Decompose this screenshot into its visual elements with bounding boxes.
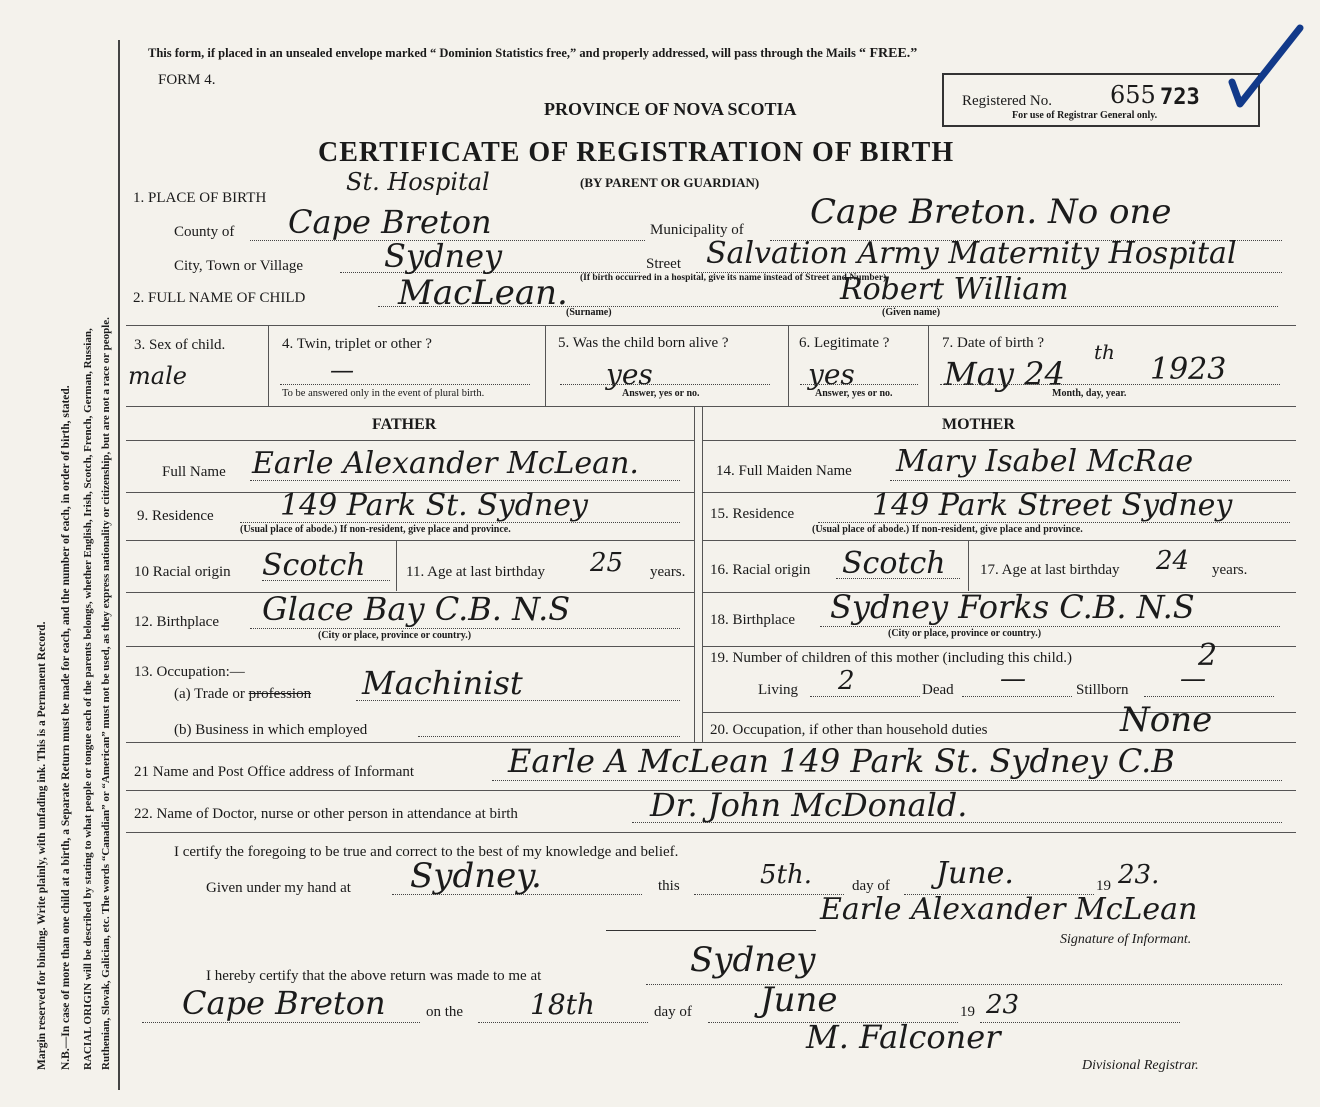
rule [126, 832, 1296, 833]
registered-number-b: 723 [1160, 85, 1200, 110]
given-at-value: Sydney. [410, 856, 542, 896]
born-alive-line [560, 384, 770, 385]
checkmark-icon [1226, 22, 1306, 108]
made-year-value: 23 [986, 990, 1020, 1020]
rule [126, 646, 694, 647]
born-alive-value: yes [606, 358, 653, 391]
mother-birthplace-line [820, 626, 1280, 627]
rule [703, 440, 1296, 441]
on-the-label: on the [426, 1004, 464, 1020]
business-label: (b) Business in which employed [174, 722, 368, 738]
given-name-note: (Given name) [882, 307, 941, 318]
living-line [810, 696, 920, 697]
dob-note: Month, day, year. [1052, 388, 1127, 399]
father-birthplace-label: 12. Birthplace [134, 614, 219, 630]
street-value: Salvation Army Maternity Hospital [706, 236, 1237, 271]
father-birthplace-note: (City or place, province or country.) [318, 630, 472, 641]
dob-value: May 24 [944, 355, 1065, 393]
rule [694, 407, 695, 742]
day-of-label-2: day of [654, 1004, 692, 1020]
living-label: Living [758, 682, 798, 698]
father-residence-label: 9. Residence [137, 508, 214, 524]
margin-note-binding: Margin reserved for binding. Write plainly, with unfading ink. This is a Permanent Record. [36, 621, 48, 1070]
trade-value: Machinist [362, 664, 523, 702]
mother-name-value: Mary Isabel McRae [896, 444, 1194, 479]
dob-year: 1923 [1150, 352, 1227, 387]
margin-note-racial: RACIAL ORIGIN will be described by stating to what people or tongue each of the parents belongs, whether English, Irish, Scotch, French, German, Russian, [82, 328, 94, 1070]
father-age-value: 25 [590, 548, 624, 578]
given-day-value: 5th. [760, 860, 812, 890]
informant-line [492, 780, 1282, 781]
father-racial-label: 10 Racial origin [134, 564, 231, 580]
county-label: County of [174, 224, 235, 240]
given-under-label: Given under my hand at [206, 880, 351, 896]
city-label: City, Town or Village [174, 258, 304, 274]
rule [928, 326, 929, 406]
mother-name-line [890, 480, 1290, 481]
child-given-value: Robert William [840, 272, 1069, 307]
mother-residence-value: 149 Park Street Sydney [872, 488, 1233, 523]
twin-line [280, 384, 530, 385]
mother-birthplace-note: (City or place, province or country.) [888, 628, 1042, 639]
father-birthplace-value: Glace Bay C.B. N.S [262, 590, 571, 628]
mother-heading: MOTHER [942, 416, 1015, 433]
registrar-signature: M. Falconer [806, 1018, 1001, 1056]
child-surname-value: MacLean. [398, 273, 568, 313]
born-alive-note: Answer, yes or no. [622, 388, 700, 399]
surname-note: (Surname) [566, 307, 612, 318]
twin-value: — [330, 356, 354, 384]
dob-label: 7. Date of birth ? [942, 335, 1045, 351]
registered-label: Registered No. [962, 93, 1052, 109]
mother-racial-label: 16. Racial origin [710, 562, 811, 578]
county-value: Cape Breton [288, 203, 492, 241]
father-age-label: 11. Age at last birthday [406, 564, 545, 580]
father-birthplace-line [250, 628, 680, 629]
sex-value: male [128, 362, 187, 390]
doctor-value: Dr. John McDonald. [650, 786, 968, 824]
informant-value: Earle A McLean 149 Park St. Sydney C.B [508, 742, 1175, 780]
mother-occupation-value: None [1120, 700, 1213, 740]
stillborn-label: Stillborn [1076, 682, 1129, 698]
municipality-value: Cape Breton. No one [810, 192, 1172, 232]
trade-label: (a) Trade or profession [174, 686, 312, 702]
father-residence-value: 149 Park St. Sydney [280, 488, 588, 523]
day-of-label: day of [852, 878, 890, 894]
hereby-label: I hereby certify that the above return was made to me at [206, 968, 542, 984]
twin-note: To be answered only in the event of plural birth. [282, 388, 485, 399]
made-at-value: Sydney [690, 940, 816, 980]
stillborn-value: — [1180, 664, 1206, 694]
doctor-label: 22. Name of Doctor, nurse or other person in attendance at birth [134, 806, 518, 822]
father-name-label: Full Name [162, 464, 226, 480]
mother-residence-note: (Usual place of abode.) If non-resident, give place and province. [812, 524, 1083, 535]
born-alive-label: 5. Was the child born alive ? [558, 335, 729, 351]
rule [396, 541, 397, 591]
rule [968, 541, 969, 591]
registered-box [942, 73, 1260, 127]
margin-note-racial-cont: Ruthenian, Slovak, Galician, etc. The words “Canadian” or “American” must not be used, as they express nationality or citizenship, but are not a race or people. [100, 317, 112, 1070]
signature-line [606, 930, 816, 931]
made-day-value: 18th [530, 988, 595, 1021]
father-name-value: Earle Alexander McLean. [252, 446, 639, 481]
hospital-note: (If birth occurred in a hospital, give its name instead of Street and Number) [580, 273, 887, 283]
mother-name-label: 14. Full Maiden Name [716, 463, 852, 479]
made-county-line [142, 1022, 420, 1023]
children-label: 19. Number of children of this mother (including this child.) [710, 650, 1073, 666]
registered-note: For use of Registrar General only. [1012, 110, 1158, 121]
city-value: Sydney [384, 237, 503, 275]
dob-th: th [1094, 340, 1115, 364]
children-value: 2 [1198, 638, 1218, 673]
legitimate-value: yes [808, 358, 855, 391]
informant-label: 21 Name and Post Office address of Informant [134, 764, 415, 780]
dead-value: — [1000, 664, 1026, 694]
form-number: FORM 4. [158, 72, 216, 88]
father-racial-value: Scotch [262, 548, 366, 583]
divisional-registrar-label: Divisional Registrar. [1082, 1058, 1199, 1073]
mother-residence-label: 15. Residence [710, 506, 795, 522]
twin-label: 4. Twin, triplet or other ? [282, 336, 432, 352]
father-years-label: years. [650, 564, 686, 580]
rule [126, 406, 1296, 407]
mother-birthplace-label: 18. Birthplace [710, 612, 795, 628]
by-parent-note: (BY PARENT OR GUARDIAN) [580, 175, 760, 190]
municipality-label: Municipality of [650, 222, 744, 238]
rule [126, 540, 694, 541]
year-prefix-2: 19 [960, 1004, 975, 1020]
street-label: Street [646, 256, 681, 272]
rule [788, 326, 789, 406]
rule [126, 325, 1296, 326]
informant-signature: Earle Alexander McLean [820, 892, 1198, 927]
given-year-value: 23. [1118, 860, 1160, 890]
legitimate-line [800, 384, 918, 385]
stillborn-line [1144, 696, 1274, 697]
place-of-birth-label: 1. PLACE OF BIRTH [133, 190, 267, 206]
rule [545, 326, 546, 406]
certify-text: I certify the foregoing to be true and correct to the best of my knowledge and belief. [174, 844, 679, 860]
made-year-line [980, 1022, 1180, 1023]
mother-occupation-label: 20. Occupation, if other than household duties [710, 722, 988, 738]
child-name-label: 2. FULL NAME OF CHILD [133, 290, 306, 306]
made-county-value: Cape Breton [182, 984, 386, 1022]
mother-racial-value: Scotch [842, 546, 946, 581]
mother-birthplace-value: Sydney Forks C.B. N.S [830, 588, 1195, 626]
sex-label: 3. Sex of child. [134, 337, 226, 353]
mother-years-label: years. [1212, 562, 1248, 578]
legitimate-label: 6. Legitimate ? [799, 335, 890, 351]
place-of-birth-value: St. Hospital [346, 168, 490, 196]
dead-label: Dead [922, 682, 954, 698]
father-residence-note: (Usual place of abode.) If non-resident, give place and province. [240, 524, 511, 535]
mother-age-value: 24 [1156, 546, 1190, 576]
page-title: CERTIFICATE OF REGISTRATION OF BIRTH [318, 137, 955, 168]
living-value: 2 [838, 666, 855, 696]
business-line [418, 736, 680, 737]
occupation-label: 13. Occupation:— [134, 664, 245, 680]
father-heading: FATHER [372, 416, 437, 433]
signature-informant-label: Signature of Informant. [1060, 932, 1192, 947]
year-prefix: 19 [1096, 878, 1111, 894]
province-heading: PROVINCE OF NOVA SCOTIA [544, 99, 797, 119]
rule [268, 326, 269, 406]
margin-note-plural: N.B.—In case of more than one child at a birth, a Separate Return must be made for each, and the number of each, in order of birth, stated. [60, 385, 72, 1070]
registered-number-a: 655 [1110, 81, 1156, 109]
made-at-line [646, 984, 1282, 985]
dead-line [962, 696, 1072, 697]
this-label: this [658, 878, 680, 894]
rule [702, 407, 703, 742]
made-month-value: June [760, 980, 838, 1020]
legitimate-note: Answer, yes or no. [815, 388, 893, 399]
made-day-line [478, 1022, 648, 1023]
dob-line [940, 384, 1280, 385]
rule [126, 440, 694, 441]
rule [703, 540, 1296, 541]
margin-rule [118, 40, 120, 1090]
given-month-value: June. [936, 856, 1014, 891]
mother-age-label: 17. Age at last birthday [980, 562, 1120, 578]
top-notice: This form, if placed in an unsealed envelope marked “ Dominion Statistics free,” and properly addressed, will pass through the Mails “ FREE.” [148, 46, 918, 61]
